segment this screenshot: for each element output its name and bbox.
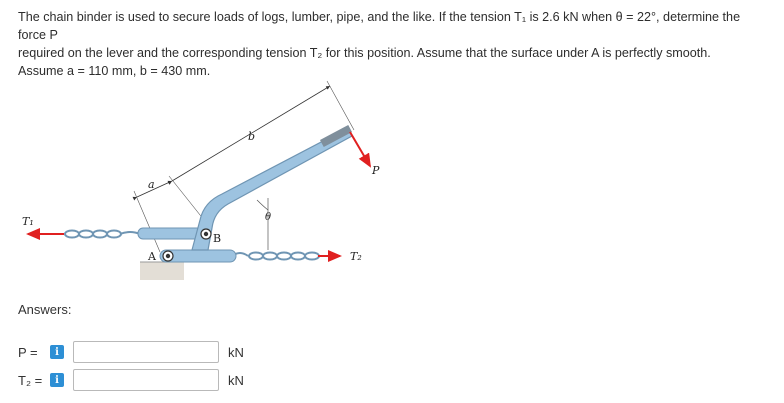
answer-row-P	[18, 339, 244, 365]
answer-input-P[interactable]	[73, 341, 219, 363]
label-T2: T₂	[350, 250, 362, 263]
answers-heading: Answers:	[18, 302, 72, 317]
problem-line-1: The chain binder is used to secure loads of logs, lumber, pipe, and the like. If the tension T₁ is 2.6 kN when θ = 22°, determine the force P	[18, 10, 741, 42]
label-P: P	[372, 164, 380, 177]
label-b: b	[248, 130, 256, 143]
problem-line-3: Assume a = 110 mm, b = 430 mm.	[18, 64, 211, 78]
label-a: a	[148, 178, 155, 191]
pin-B-center	[204, 232, 208, 236]
extension-line-3	[327, 81, 354, 130]
problem-line-2: required on the lever and the corresponding tension T₂ for this position. Assume that the surface under A is perfectly smooth.	[18, 46, 711, 60]
info-icon[interactable]: i	[50, 345, 64, 359]
pin-A-center	[166, 254, 170, 258]
unit-label-T2: kN	[228, 372, 244, 388]
answer-label-P: P =	[18, 344, 38, 360]
label-T1: T₁	[22, 215, 34, 228]
right-chain	[232, 253, 319, 260]
chain-binder-figure	[0, 70, 420, 285]
info-icon[interactable]: i	[50, 373, 64, 387]
ground-block	[140, 262, 184, 280]
label-A: A	[148, 250, 156, 263]
extension-line-1	[134, 191, 160, 252]
label-theta: θ	[265, 212, 272, 223]
left-chain	[65, 231, 140, 238]
theta-arc	[257, 200, 268, 210]
answer-row-T2	[18, 367, 244, 393]
answer-input-T2[interactable]	[73, 369, 219, 391]
answer-label-T2: T₂ =	[18, 372, 43, 388]
label-B: B	[213, 232, 222, 245]
unit-label-P: kN	[228, 344, 244, 360]
P-arrow	[350, 132, 370, 166]
